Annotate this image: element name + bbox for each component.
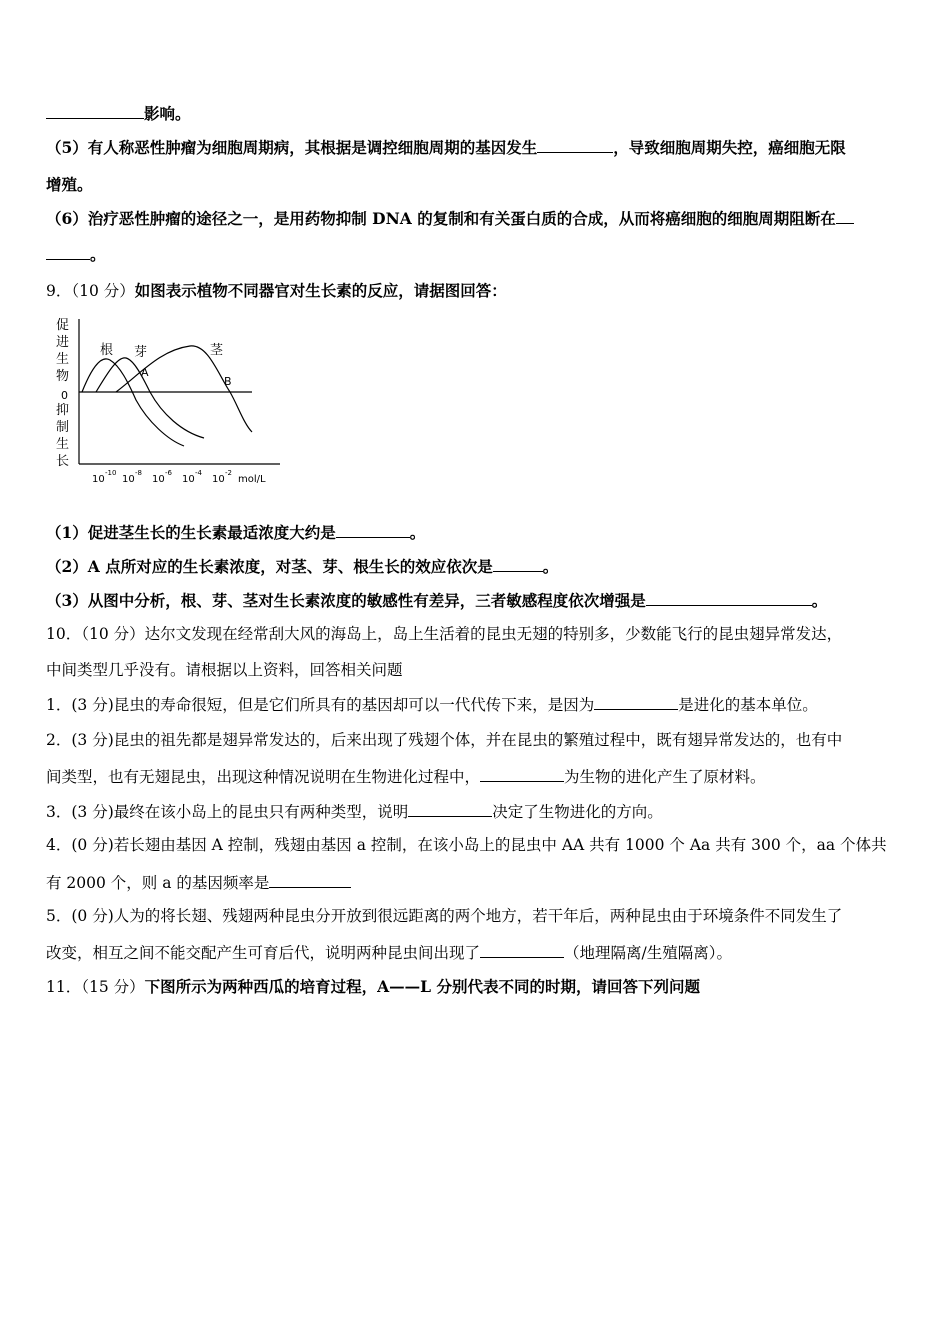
q10-sub4-line2: 有 2000 个，则 a 的基因频率是 — [46, 872, 351, 893]
svg-text:-4: -4 — [195, 469, 202, 477]
answer-blank[interactable] — [408, 801, 492, 817]
q8-fragment-line: 影响。 — [46, 103, 191, 124]
answer-blank[interactable] — [836, 208, 854, 224]
q10-sub5-line1: 5．(0 分)人为的将长翅、残翅两种昆虫分开放到很远距离的两个地方，若干年后，两种昆虫由于环境条件不同发生了 — [46, 907, 843, 925]
q10-sub2-line2: 间类型，也有无翅昆虫，出现这种情况说明在生物进化过程中， 为生物的进化产生了原材料。 — [46, 768, 766, 786]
q8-part6-line2: 。 — [46, 244, 106, 265]
q9-sub3: （3）从图中分析，根、芽、茎对生长素浓度的敏感性有差异，三者敏感程度依次增强是 。 — [46, 591, 828, 610]
answer-blank[interactable] — [46, 244, 90, 260]
bud-curve — [96, 358, 204, 438]
y-bottom-label: 抑制生长 — [56, 403, 71, 469]
x-tick-4 — [182, 469, 203, 485]
answer-blank[interactable] — [537, 137, 613, 153]
answer-blank[interactable] — [336, 522, 410, 538]
svg-text:10: 10 — [122, 474, 135, 485]
svg-text:10: 10 — [182, 474, 195, 485]
answer-blank[interactable] — [493, 556, 543, 572]
bud-label: 芽 — [134, 345, 148, 360]
x-unit-label: mol/L — [238, 474, 266, 485]
q10-sub4-line1: 4．(0 分)若长翅由基因 A 控制，残翅由基因 a 控制，在该小岛上的昆虫中 AA 共有 1000 个 Aa 共有 300 个，aa 个体共 — [46, 836, 887, 854]
q10-sub1: 1．(3 分)昆虫的寿命很短，但是它们所具有的基因却可以一代代传下来，是因为 是进化的基本单位。 — [46, 696, 818, 714]
svg-text:10: 10 — [92, 474, 105, 485]
x-tick-1 — [92, 469, 116, 485]
q8-part5-line1: （5）有人称恶性肿瘤为细胞周期病，其根据是调控细胞周期的基因发生 ，导致细胞周期失控，癌细胞无限 — [46, 138, 846, 157]
q11-stem: 11．（15 分）下图所示为两种西瓜的培育过程，A——L 分别代表不同的时期，请回答下列问题 — [46, 977, 700, 996]
answer-blank[interactable] — [480, 766, 564, 782]
auxin-response-figure — [52, 314, 292, 494]
point-a-label: A — [141, 366, 149, 379]
q8-part5-line2: 增殖。 — [46, 175, 93, 194]
answer-blank[interactable] — [269, 872, 351, 888]
q10-sub2-line1: 2．(3 分)昆虫的祖先都是翅异常发达的，后来出现了残翅个体，并在昆虫的繁殖过程中，既有翅异常发达的，也有中 — [46, 731, 843, 749]
svg-text:-2: -2 — [225, 469, 232, 477]
answer-blank[interactable] — [646, 590, 812, 606]
x-tick-2 — [122, 469, 142, 485]
svg-text:-6: -6 — [165, 469, 172, 477]
q8-part6-line1: （6）治疗恶性肿瘤的途径之一，是用药物抑制 DNA 的复制和有关蛋白质的合成，从而将癌细胞的细胞周期阻断在 — [46, 208, 854, 229]
answer-blank[interactable] — [480, 942, 564, 958]
q10-stem-line1: 10．（10 分）达尔文发现在经常刮大风的海岛上，岛上生活着的昆虫无翅的特别多，少数能飞行的昆虫翅异常发达， — [46, 625, 843, 643]
q10-sub3: 3．(3 分)最终在该小岛上的昆虫只有两种类型，说明 决定了生物进化的方向。 — [46, 803, 663, 821]
y-top-label: 促进生物 — [56, 318, 71, 384]
root-label: 根 — [100, 343, 114, 358]
x-tick-5 — [212, 469, 232, 485]
zero-label: 0 — [61, 389, 68, 402]
answer-blank[interactable] — [46, 103, 144, 119]
root-curve — [82, 359, 184, 446]
q9-stem: 9．（10 分）如图表示植物不同器官对生长素的反应，请据图回答： — [46, 281, 507, 300]
x-tick-3 — [152, 469, 173, 485]
svg-text:10: 10 — [152, 474, 165, 485]
stem-label: 茎 — [210, 343, 224, 358]
q10-sub5-line2: 改变，相互之间不能交配产生可育后代，说明两种昆虫间出现了 （地理隔离/生殖隔离）。 — [46, 944, 732, 962]
q10-stem-line2: 中间类型几乎没有。请根据以上资料，回答相关问题 — [46, 661, 403, 679]
svg-text:10: 10 — [212, 474, 225, 485]
q9-sub2: （2）A 点所对应的生长素浓度，对茎、芽、根生长的效应依次是 。 — [46, 557, 559, 576]
svg-text:-10: -10 — [105, 469, 117, 477]
svg-text:-8: -8 — [135, 469, 142, 477]
point-b-label: B — [224, 375, 232, 388]
q9-sub1: （1）促进茎生长的生长素最适浓度大约是 。 — [46, 523, 426, 542]
answer-blank[interactable] — [594, 694, 678, 710]
